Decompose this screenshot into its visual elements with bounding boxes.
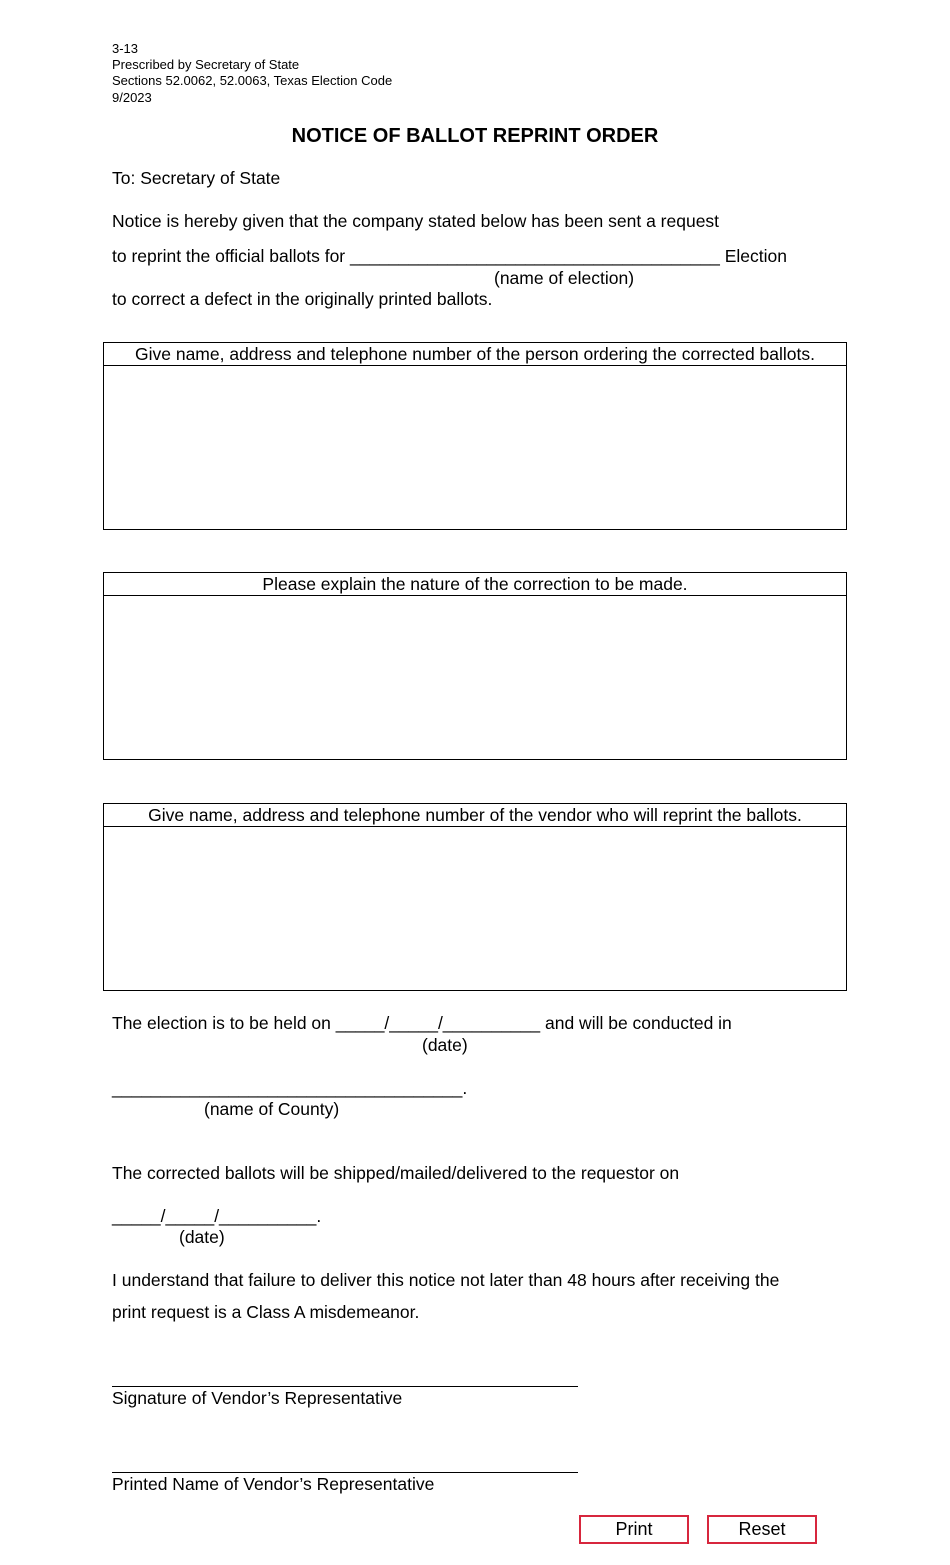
printed-name-input[interactable] bbox=[112, 1450, 582, 1472]
signature-label: Signature of Vendor’s Representative bbox=[112, 1388, 403, 1408]
page-title: NOTICE OF BALLOT REPRINT ORDER bbox=[291, 125, 659, 147]
acknowledgement-line-2: print request is a Class A misdemeanor. bbox=[112, 1302, 420, 1322]
county-input[interactable] bbox=[112, 1076, 488, 1098]
notice-line-1: Notice is hereby given that the company stated below has been sent a request bbox=[112, 211, 720, 231]
shipping-date-caption: (date) bbox=[179, 1227, 225, 1247]
county-line: ____________________________________. bbox=[112, 1078, 468, 1098]
to-line: To: Secretary of State bbox=[112, 168, 281, 188]
form-date: 9/2023 bbox=[112, 90, 152, 105]
printed-name-line bbox=[112, 1472, 578, 1473]
shipping-date-input[interactable] bbox=[112, 1204, 334, 1226]
election-name-input[interactable] bbox=[366, 244, 762, 266]
reset-button[interactable]: Reset bbox=[707, 1515, 817, 1544]
vendor-input[interactable] bbox=[104, 827, 846, 990]
code-sections: Sections 52.0062, 52.0063, Texas Election Code bbox=[112, 73, 393, 88]
correction-box bbox=[103, 572, 847, 760]
election-name-caption: (name of election) bbox=[494, 268, 635, 288]
signature-input[interactable] bbox=[112, 1364, 582, 1386]
notice-line-2: to reprint the official ballots for ______________________________________ Election bbox=[112, 246, 787, 266]
vendor-heading: Give name, address and telephone number of the vendor who will reprint the ballots. bbox=[104, 804, 846, 827]
shipping-date-line: _____/_____/__________. bbox=[112, 1206, 322, 1226]
county-caption: (name of County) bbox=[204, 1099, 340, 1119]
election-date-line: The election is to be held on _____/_____/__________ and will be conducted in bbox=[112, 1013, 732, 1033]
correction-input[interactable] bbox=[104, 596, 846, 759]
signature-line bbox=[112, 1386, 578, 1387]
election-date-input[interactable] bbox=[350, 1011, 572, 1033]
correction-heading: Please explain the nature of the correction to be made. bbox=[104, 573, 846, 596]
vendor-box bbox=[103, 803, 847, 991]
prescribed-by: Prescribed by Secretary of State bbox=[112, 57, 300, 72]
acknowledgement-line-1: I understand that failure to deliver this notice not later than 48 hours after receiving the bbox=[112, 1270, 780, 1290]
shipping-line: The corrected ballots will be shipped/mailed/delivered to the requestor on bbox=[112, 1163, 680, 1183]
person-ordering-heading: Give name, address and telephone number of the person ordering the corrected ballots. bbox=[104, 343, 846, 366]
election-date-caption: (date) bbox=[422, 1035, 468, 1055]
person-ordering-input[interactable] bbox=[104, 366, 846, 529]
form-number: 3-13 bbox=[112, 41, 139, 56]
printed-name-label: Printed Name of Vendor’s Representative bbox=[112, 1474, 435, 1494]
print-button[interactable]: Print bbox=[579, 1515, 689, 1544]
notice-line-3: to correct a defect in the originally printed ballots. bbox=[112, 289, 493, 309]
person-ordering-box bbox=[103, 342, 847, 530]
